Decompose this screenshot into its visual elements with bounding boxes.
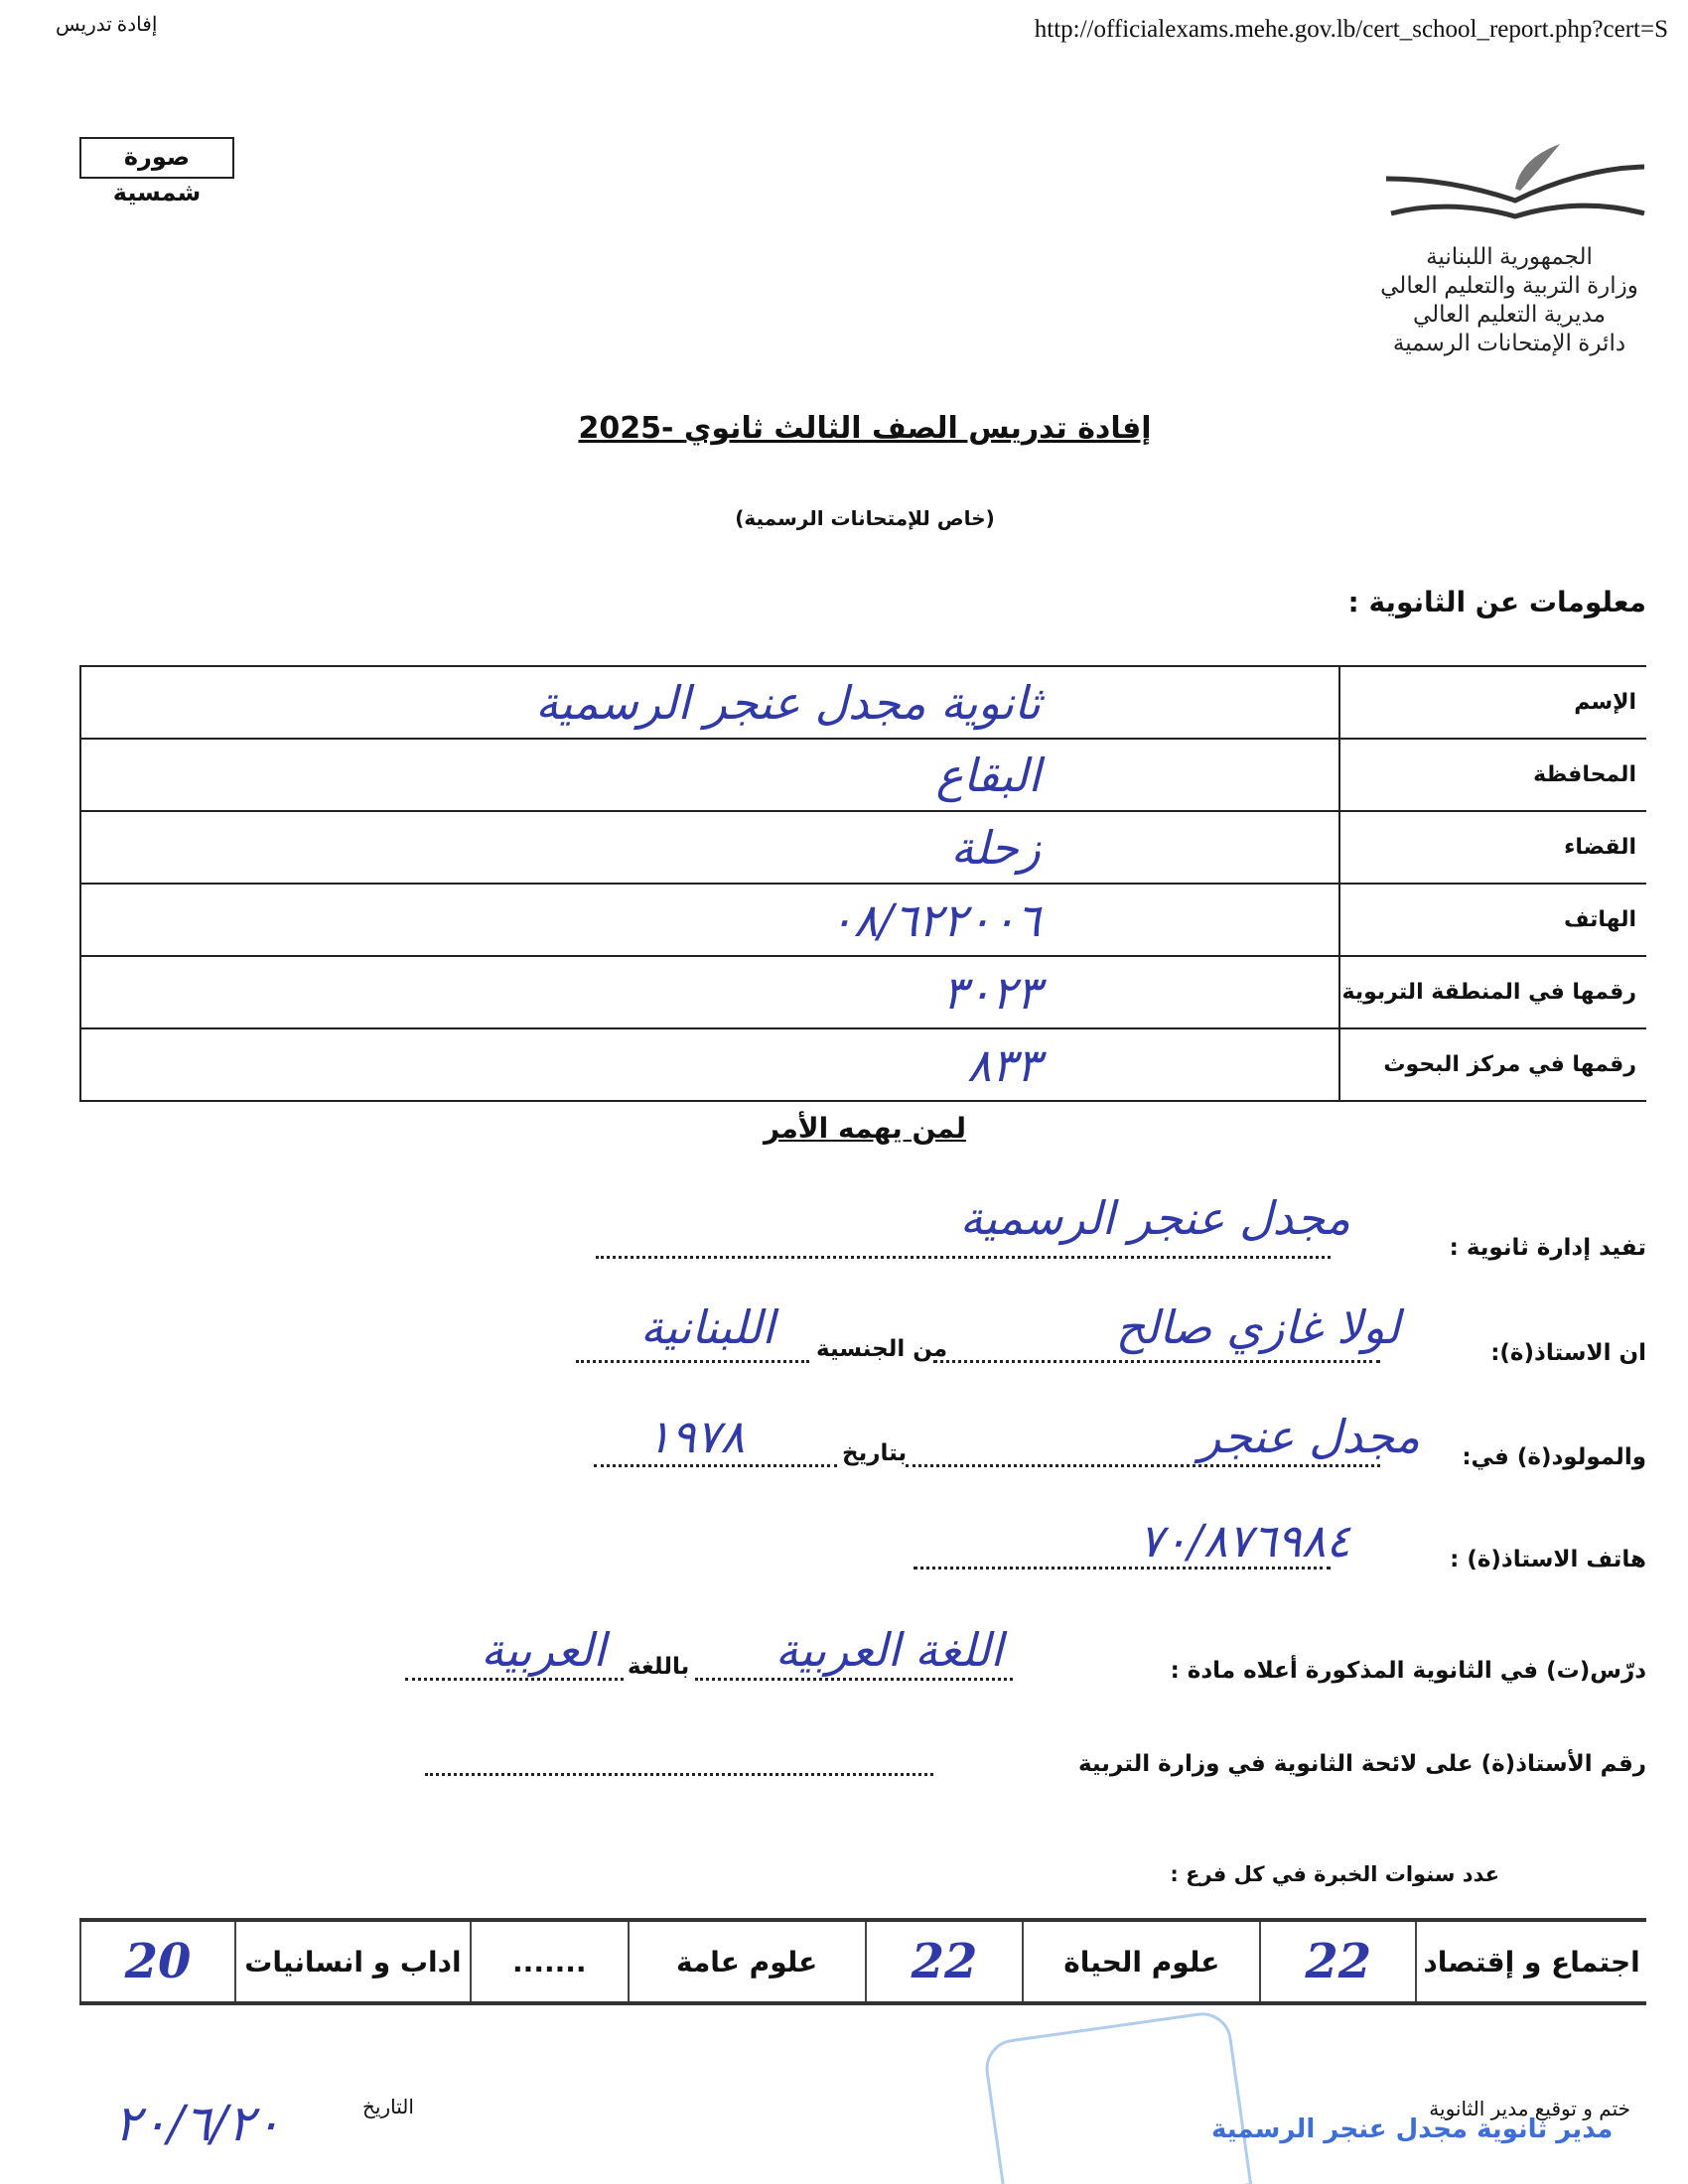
table-row bbox=[80, 739, 1646, 811]
row-label: الهاتف bbox=[1339, 884, 1646, 956]
row-label: رقمها في المنطقة التربوية bbox=[1339, 956, 1646, 1028]
birthplace-value: مجدل عنجر bbox=[1198, 1410, 1420, 1463]
branch-label: علوم الحياة bbox=[1023, 1920, 1260, 2003]
row-value: ٣٠٢٣ bbox=[80, 956, 1339, 1028]
branch-label: اداب و انسانيات bbox=[235, 1920, 471, 2003]
ministry-logo-icon bbox=[1381, 139, 1649, 228]
birthplace-label: والمولود(ة) في: bbox=[1462, 1444, 1646, 1470]
dotted-line bbox=[695, 1678, 1013, 1681]
teacher-phone-label: هاتف الاستاذ(ة) : bbox=[1450, 1547, 1646, 1572]
row-value: ٠٨/٦٢٢٠٠٦ bbox=[80, 884, 1339, 956]
dotted-line bbox=[906, 1464, 1380, 1467]
nationality-label: من الجنسية bbox=[816, 1336, 948, 1362]
experience-table bbox=[79, 1918, 1646, 2005]
school-stamp-icon bbox=[982, 2008, 1253, 2184]
print-page-title: إفادة تدريس bbox=[56, 14, 158, 36]
table-row bbox=[80, 956, 1646, 1028]
ministry-line: دائرة الإمتحانات الرسمية bbox=[1392, 330, 1626, 355]
school-admin-value: مجدل عنجر الرسمية bbox=[959, 1191, 1350, 1245]
row-label: رقمها في مركز البحوث bbox=[1339, 1028, 1646, 1101]
dotted-line bbox=[594, 1464, 837, 1467]
branch-years: 22 bbox=[866, 1920, 1024, 2003]
teacher-label: ان الاستاذ(ة): bbox=[1490, 1340, 1646, 1366]
date-label: بتاريخ bbox=[842, 1440, 908, 1466]
subject-label: درّس(ت) في الثانوية المذكورة أعلاه مادة : bbox=[1170, 1658, 1646, 1684]
branch-label: علوم عامة bbox=[629, 1920, 866, 2003]
ministry-line: الجمهورية اللبنانية bbox=[1426, 243, 1593, 269]
document-subtitle: (خاص للإمتحانات الرسمية) bbox=[735, 506, 995, 530]
table-row bbox=[80, 884, 1646, 956]
to-whom-heading: لمن يهمه الأمر bbox=[764, 1112, 966, 1145]
principal-signature-label: ختم و توقيع مدير الثانوية bbox=[1429, 2097, 1630, 2120]
nationality-value: اللبنانية bbox=[639, 1300, 774, 1354]
table-row bbox=[80, 666, 1646, 739]
experience-heading: عدد سنوات الخبرة في كل فرع : bbox=[1170, 1862, 1499, 1886]
dotted-line bbox=[405, 1678, 624, 1681]
date-footer-label: التاريخ bbox=[362, 2095, 414, 2118]
language-value: العربية bbox=[481, 1623, 606, 1677]
ministry-header bbox=[1370, 242, 1648, 357]
stamp-text: مدير ثانوية مجدل عنجر الرسمية bbox=[1211, 2115, 1614, 2144]
school-info-table bbox=[79, 665, 1646, 1102]
dotted-line bbox=[933, 1360, 1380, 1363]
table-row bbox=[80, 811, 1646, 884]
row-label: الإسم bbox=[1339, 666, 1646, 739]
footer-date-value: ٢٠/٦/٢٠ bbox=[114, 2095, 281, 2152]
teacher-phone-value: ٧٠/٨٧٦٩٨٤ bbox=[1138, 1514, 1350, 1568]
ministry-line: وزارة التربية والتعليم العالي bbox=[1380, 272, 1638, 298]
table-row bbox=[80, 1920, 1646, 2003]
school-admin-label: تفيد إدارة ثانوية : bbox=[1449, 1235, 1646, 1261]
ministry-line: مديرية التعليم العالي bbox=[1413, 301, 1606, 327]
row-label: القضاء bbox=[1339, 811, 1646, 884]
row-value: زحلة bbox=[80, 811, 1339, 884]
branch-years: 20 bbox=[80, 1920, 235, 2003]
teacher-name-value: لولا غازي صالح bbox=[1115, 1300, 1400, 1354]
language-label: باللغة bbox=[628, 1654, 690, 1680]
section-heading: معلومات عن الثانوية : bbox=[1347, 586, 1646, 618]
table-row bbox=[80, 1028, 1646, 1101]
page-url: http://officialexams.mehe.gov.lb/cert_school_report.php?cert=S bbox=[1034, 16, 1668, 43]
branch-years: 22 bbox=[1260, 1920, 1416, 2003]
photo-box: صورة شمسية bbox=[79, 137, 234, 179]
document-title: إفادة تدريس الصف الثالث ثانوي -2025 bbox=[578, 411, 1152, 446]
dotted-line bbox=[596, 1256, 1331, 1259]
row-label: المحافظة bbox=[1339, 739, 1646, 811]
teacher-number-label: رقم الأستاذ(ة) على لائحة الثانوية في وزارة التربية bbox=[1077, 1751, 1646, 1777]
row-value: البقاع bbox=[80, 739, 1339, 811]
subject-value: اللغة العربية bbox=[774, 1623, 1003, 1677]
row-value: ٨٣٣ bbox=[80, 1028, 1339, 1101]
birth-date-value: ١٩٧٨ bbox=[646, 1410, 745, 1463]
branch-years: ....... bbox=[471, 1920, 629, 2003]
branch-label: اجتماع و إقتصاد bbox=[1416, 1920, 1646, 2003]
teacher-number-field bbox=[425, 1773, 933, 1776]
row-value: ثانوية مجدل عنجر الرسمية bbox=[80, 666, 1339, 739]
dotted-line bbox=[576, 1360, 809, 1363]
